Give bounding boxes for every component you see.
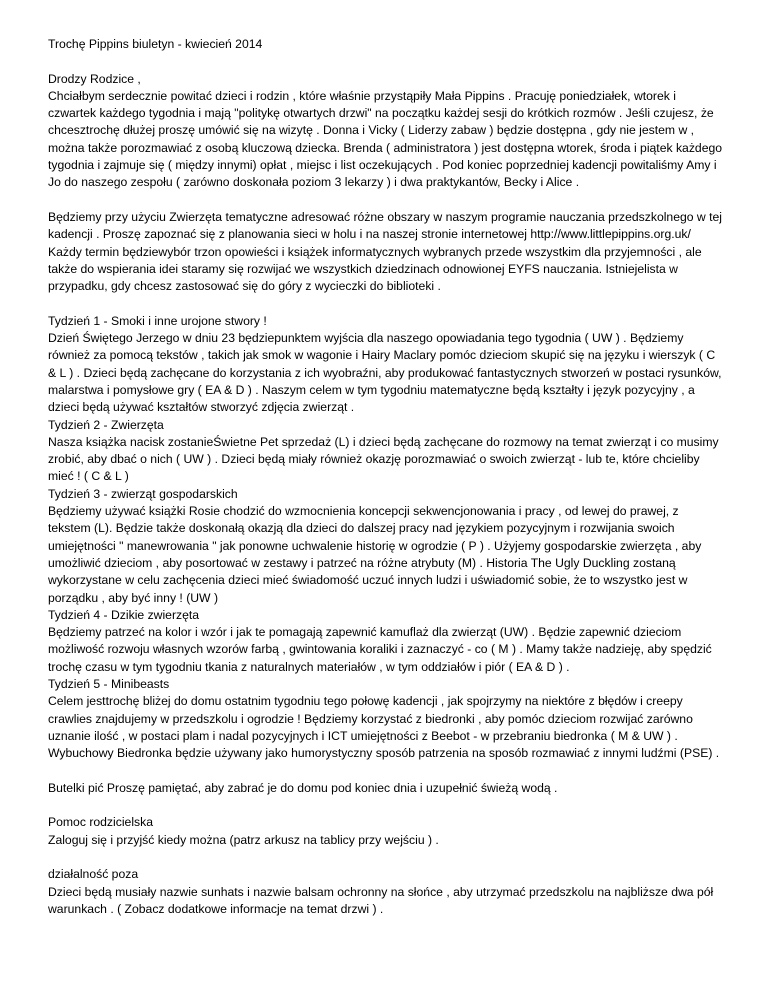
outdoor-section [48,866,724,918]
title-text: Trochę Pippins biuletyn - kwiecień 2014 [48,37,263,51]
greeting: Drodzy Rodzice , [48,71,141,86]
week-1-heading: Tydzień 1 - Smoki i inne urojone stwory ! [48,313,267,328]
week-1-text: Dzień Świętego Jerzego w dniu 23 będziepunktem wyjścia dla naszego opowiadania tego tygodnia ( UW ) . Będziemy również za pomocą tekstów , takich jak smok w wagonie i Hairy Maclary pomóc dzieciom skupić się na języku i wierszyk ( C & L ) . Dzieci będą zachęcane do korzystania z ich wyobraźni, aby produkować fantastycznych stworzeń w postaci rysunków, malarstwa i pomysłowe gry ( EA & D ) . Naszym celem w tym tygodniu matematyczne będą kształty i język pozycyjny , a dzieci będą używać kształtów stworzyć zdjęcia zwierząt . [48,331,722,415]
weekly-plan-section [48,313,724,763]
curriculum-text: Będziemy przy użyciu Zwierzęta tematyczne adresować różne obszary w naszym programie nauczania przedszkolnego w tej kadencji . Proszę zapoznać się z planowania sieci w holu i na naszej stronie internetowej http://www.littlepippins.org.uk/ [48,209,722,242]
newsletter-title [48,36,724,53]
curriculum-section [48,209,724,295]
document-page [48,36,724,935]
water-bottles-text: Butelki pić Proszę pamiętać, aby zabrać je do domu pod koniec dnia i uzupełnić świeżą wodą . [48,780,558,795]
welcome-section [48,71,724,192]
parent-help-section [48,814,724,849]
week-3-text: Będziemy używać książki Rosie chodzić do wzmocnienia koncepcji sekwencjonowania i pracy , od lewej do prawej, z tekstem (L). Będzie także doskonałą okazją dla dzieci do dalszej pracy nad językiem pozycyjnym i rozwijania swoich umiejętności " manewrowania " jak ponowne uchwalenie historię w ogrodzie ( P ) . Użyjemy gospodarskie zwierzęta , aby umożliwić dzieciom , aby posortować w zestawy i patrzeć na różne atrybuty (M) . Historia The Ugly Duckling zostaną wykorzystane w celu zachęcenia dzieci mieć świadomość uczuć innych ludzi i uświadomić sobie, że to wszystko jest w porządku , aby być inny ! (UW ) [48,504,702,605]
week-5-text: Celem jesttrochę bliżej do domu ostatnim tygodniu tego połowę kadencji , jak spojrzymy na niektóre z błędów i creepy crawlies znajdujemy w przedszkolu i ogrodzie ! Będziemy korzystać z biedronki , aby pomóc dzieciom rozwijać zarówno uznanie ilość , w postaci plam i nadal pozycyjnych i ICT umiejętności z Beebot - w przebraniu biedronka ( M & UW ) . Wybuchowy Biedronka będzie używany jako humorystyczny sposób patrzenia na sposób rozmawiać z innymi ludźmi (PSE) . [48,694,720,761]
week-2-text: Nasza książka nacisk zostanieŚwietne Pet sprzedaż (L) i dzieci będą zachęcane do rozmowy na temat zwierząt i co musimy zrobić, aby dbać o nich ( UW ) . Dzieci będą miały również okazję porozmawiać o swoich zwierząt - lub te, które chcieliby mieć ! ( C & L ) [48,434,719,484]
week-4-text: Będziemy patrzeć na kolor i wzór i jak te pomagają zapewnić kamuflaż dla zwierząt (UW) . Będzie zapewnić dzieciom możliwość rozwoju własnych wzorów farbą , gwintowania koraliki i zaznaczyć - co ( M ) . Mamy także nadzieję, aby spędzić trochę czasu w tym tygodniu tkania z naturalnych materiałów , w tym oddziałów i piór ( EA & D ) . [48,625,712,674]
week-5-heading: Tydzień 5 - Minibeasts [48,676,170,691]
week-4-heading: Tydzień 4 - Dzikie zwierzęta [48,607,200,622]
outdoor-text: Dzieci będą musiały nazwie sunhats i nazwie balsam ochronny na słońce , aby utrzymać przedszkolu na najbliższe dwa pół warunkach . ( Zobacz dodatkowe informacje na temat drzwi ) . [48,884,714,916]
week-3-heading: Tydzień 3 - zwierząt gospodarskich [48,486,238,501]
parent-help-text: Zaloguj się i przyjść kiedy można (patrz arkusz na tablicy przy wejściu ) . [48,832,439,847]
parent-help-heading: Pomoc rodzicielska [48,815,153,830]
week-2-heading: Tydzień 2 - Zwierzęta [48,417,164,432]
books-text: Każdy termin będziewybór trzon opowieści i książek informatycznych wybranych przede wszystkim dla przyjemności , ale także do wspierania idei staramy się rozwijać we wszystkich dziedzinach odnowionej EYFS nauczania. Istniejelista w przypadku, gdy chcesz zastosować się do góry z wycieczki do biblioteki . [48,244,702,294]
water-bottles-section [48,780,724,797]
outdoor-heading: działalność poza [48,867,139,882]
welcome-text: Chciałbym serdecznie powitać dzieci i rodzin , które właśnie przystąpiły Mała Pippins . Pracuję poniedziałek, wtorek i czwartek każdego tygodnia i mają "politykę otwartych drzwi" na początku każdej sesji do krótkich rozmów . Jeśli czujesz, że chcesztrochę dłużej proszę umówić się na wizytę . Donna i Vicky ( Liderzy zabaw ) będzie dostępna , gdy nie jestem w , można także porozmawiać z osobą kluczową dziecka. Brenda ( administratora ) jest dostępna wtorek, środa i piątek każdego tygodnia i zajmuje się ( między innymi) opłat , miejsc i list oczekujących . Pod koniec poprzedniej kadencji powitaliśmy Amy i Jo do naszego zespołu ( zarówno doskonała poziom 3 lekarzy ) i dwa praktykantów, Becky i Alice . [48,88,723,190]
